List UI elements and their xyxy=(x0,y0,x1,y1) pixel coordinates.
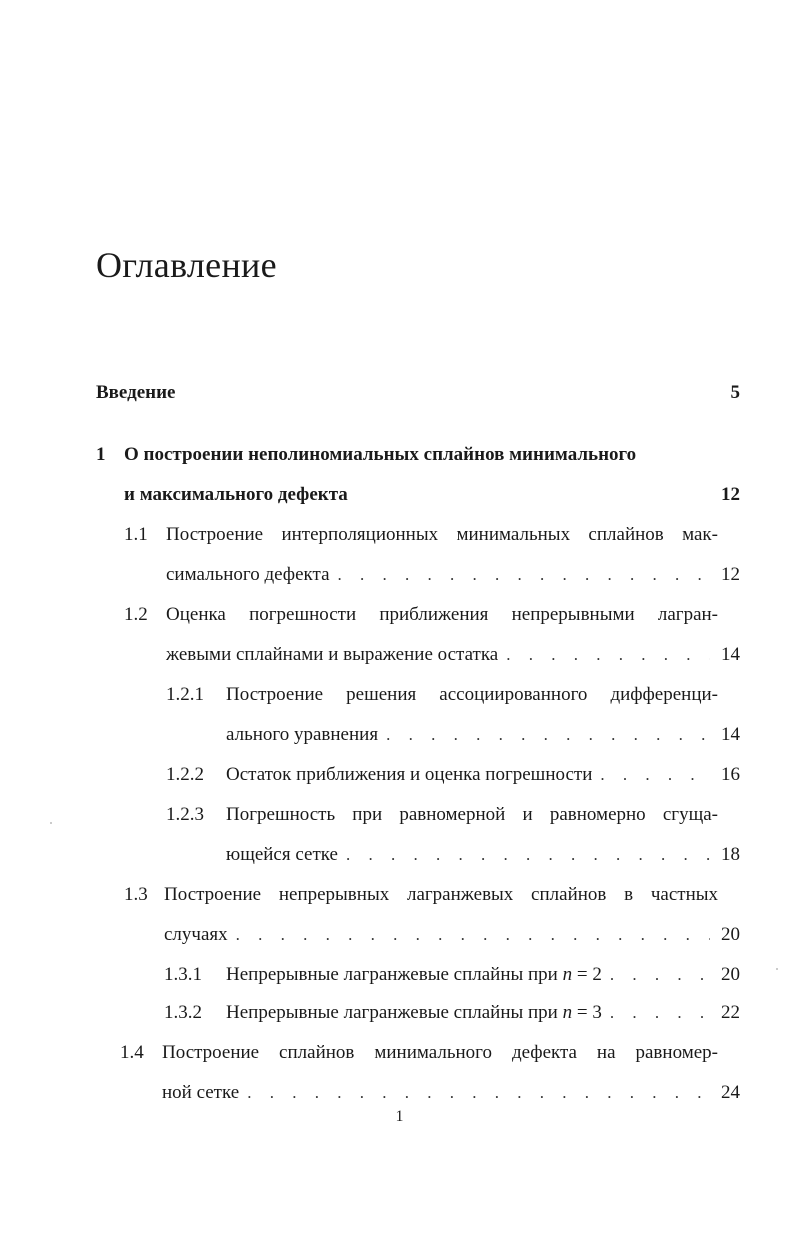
toc-label-math: = 2 xyxy=(572,964,602,985)
toc-entry-1-2-1-line1[interactable] xyxy=(166,680,740,710)
toc-dot-leader xyxy=(610,960,710,990)
toc-entry-label: Оценка погрешности приближения непрерывными лагран- xyxy=(166,604,718,625)
toc-page-number: 14 xyxy=(721,644,740,665)
toc-entry-1-2-line2[interactable] xyxy=(166,640,740,670)
toc-page-number: 22 xyxy=(721,1002,740,1023)
toc-entry-label: Погрешность при равномерной и равномерно сгуща- xyxy=(226,804,718,825)
toc-entry-1-4-line2[interactable] xyxy=(162,1078,740,1108)
toc-entry-1-1-line1[interactable] xyxy=(124,520,740,550)
toc-entry-1-2-line1[interactable] xyxy=(124,600,740,630)
toc-section-number: 1.1 xyxy=(124,524,148,545)
toc-entry-1-2-2[interactable] xyxy=(166,760,740,790)
toc-entry-chapter1-line2[interactable] xyxy=(124,480,740,510)
toc-entry-label xyxy=(226,960,602,990)
toc-dot-leader xyxy=(346,840,710,870)
toc-entry-label: Построение сплайнов минимального дефекта на равномер- xyxy=(162,1042,718,1063)
toc-entry-chapter1-line1[interactable] xyxy=(96,440,740,470)
toc-entry-label: Построение непрерывных лагранжевых сплайнов в частных xyxy=(164,884,718,905)
toc-entry-1-2-1-line2[interactable] xyxy=(226,720,740,750)
toc-subsection-number: 1.2.1 xyxy=(166,684,204,705)
toc-entry-label: Остаток приближения и оценка погрешности xyxy=(226,764,593,785)
toc-entry-1-3-line2[interactable] xyxy=(164,920,740,950)
toc-dot-leader xyxy=(338,560,710,590)
toc-subsection-number: 1.3.1 xyxy=(164,964,202,985)
toc-subsection-number: 1.2.3 xyxy=(166,804,204,825)
toc-label-text: Непрерывные лагранжевые сплайны при xyxy=(226,1002,563,1023)
page-title: Оглавление xyxy=(96,245,277,285)
toc-entry-label: жевыми сплайнами и выражение остатка xyxy=(166,644,499,665)
toc-label-text: Непрерывные лагранжевые сплайны при xyxy=(226,964,563,985)
toc-page-number: 18 xyxy=(721,844,740,865)
toc-entry-label: симального дефекта xyxy=(166,564,330,585)
toc-chapter-number: 1 xyxy=(96,444,106,465)
toc-page-number: 20 xyxy=(721,964,740,985)
toc-entry-1-2-3-line2[interactable] xyxy=(226,840,740,870)
toc-entry-label: и максимального дефекта xyxy=(124,484,348,505)
toc-subsection-number: 1.2.2 xyxy=(166,764,204,785)
scan-speck xyxy=(50,822,52,824)
toc-dot-leader xyxy=(247,1078,710,1108)
toc-entry-label: Построение интерполяционных минимальных сплайнов мак- xyxy=(166,524,718,545)
toc-entry-1-1-line2[interactable] xyxy=(166,560,740,590)
toc-dot-leader xyxy=(236,920,710,950)
toc-page-number: 5 xyxy=(730,382,740,403)
toc-section-number: 1.2 xyxy=(124,604,148,625)
toc-label-math: = 3 xyxy=(572,1002,602,1023)
toc-page-number: 16 xyxy=(721,764,740,785)
toc-dot-leader xyxy=(386,720,710,750)
toc-entry-intro[interactable] xyxy=(96,378,740,408)
toc-page-number: 24 xyxy=(721,1082,740,1103)
toc-entry-label: ющейся сетке xyxy=(226,844,338,865)
toc-entry-1-3-line1[interactable] xyxy=(124,880,740,910)
toc-page-number: 20 xyxy=(721,924,740,945)
toc-section-number: 1.4 xyxy=(120,1042,144,1063)
toc-page-number: 14 xyxy=(721,724,740,745)
toc-entry-1-3-1[interactable] xyxy=(164,960,740,990)
page-number-footer: 1 xyxy=(395,1108,404,1125)
toc-entry-1-4-line1[interactable] xyxy=(120,1038,740,1068)
toc-dot-leader xyxy=(610,998,710,1028)
toc-page-number: 12 xyxy=(721,484,740,505)
math-variable: n xyxy=(562,1002,573,1023)
math-variable: n xyxy=(562,964,573,985)
toc-entry-1-2-3-line1[interactable] xyxy=(166,800,740,830)
toc-page-number: 12 xyxy=(721,564,740,585)
toc-dot-leader xyxy=(600,760,710,790)
toc-entry-label xyxy=(226,998,602,1028)
toc-entry-label: О построении неполиномиальных сплайнов минимального xyxy=(124,444,637,465)
toc-subsection-number: 1.3.2 xyxy=(164,1002,202,1023)
toc-dot-leader xyxy=(506,640,710,670)
scan-speck xyxy=(776,968,778,970)
toc-section-number: 1.3 xyxy=(124,884,148,905)
toc-entry-label: случаях xyxy=(164,924,228,945)
toc-entry-label: ной сетке xyxy=(162,1082,240,1103)
toc-entry-label: ального уравнения xyxy=(226,724,379,745)
toc-entry-label: Построение решения ассоциированного дифференци- xyxy=(226,684,718,705)
toc-entry-label: Введение xyxy=(96,382,176,403)
toc-entry-1-3-2[interactable] xyxy=(164,998,740,1028)
